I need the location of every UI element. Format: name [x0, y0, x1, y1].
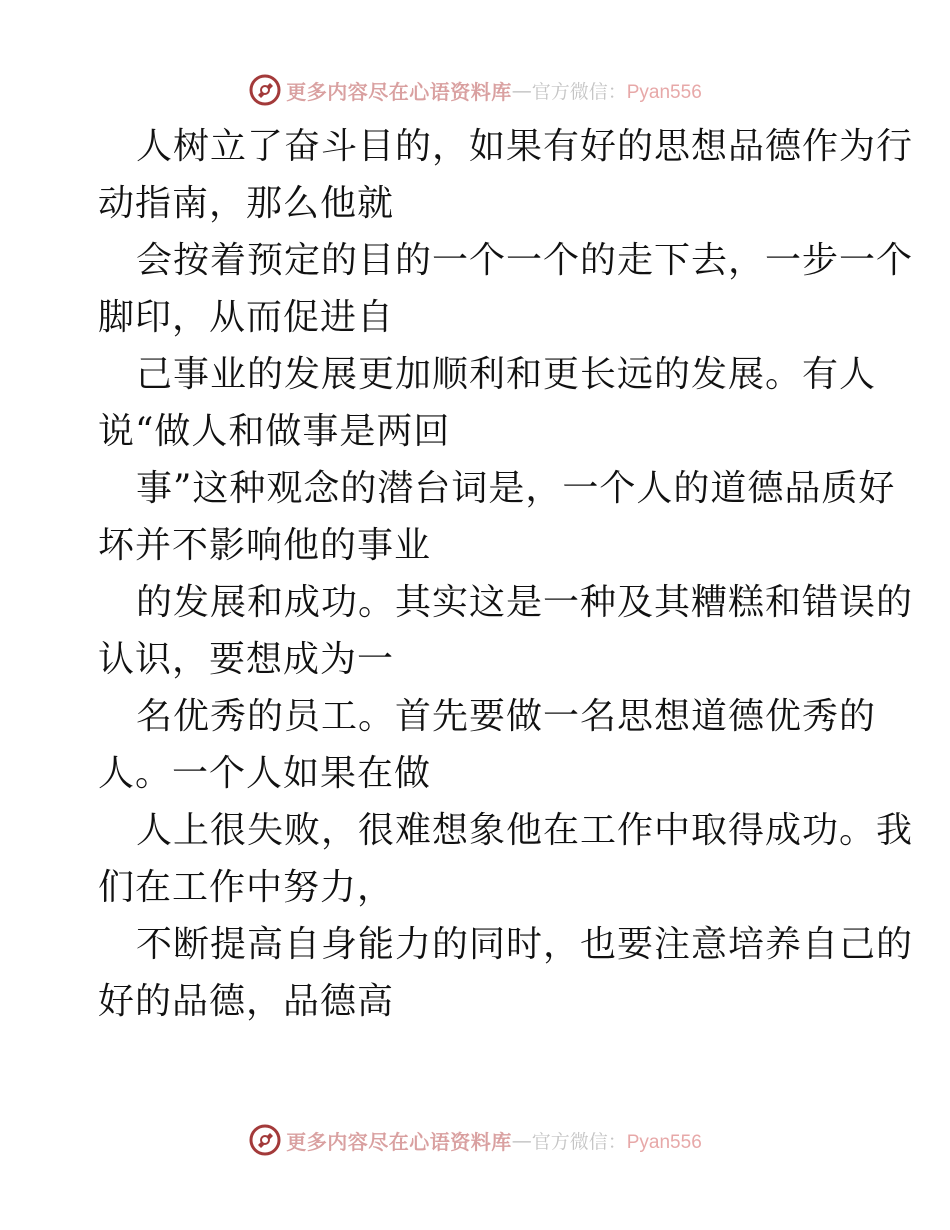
- text-line: 坏并不影响他的事业: [98, 525, 432, 566]
- text-line: 名优秀的员工。首先要做一名思想道德优秀的: [136, 696, 877, 737]
- text-line: 会按着预定的目的一个一个的走下去，一步一个: [136, 240, 914, 281]
- wechat-id: Pyan556: [626, 1131, 702, 1153]
- banner-title: 更多内容尽在心语资料库: [286, 1129, 512, 1154]
- footer-banner: [0, 1120, 950, 1160]
- logo-icon: [248, 73, 282, 107]
- wechat-id: Pyan556: [626, 81, 702, 103]
- banner-wechat: [532, 1127, 702, 1154]
- logo-icon: [248, 1123, 282, 1157]
- document-body: [98, 118, 914, 1030]
- text-line: 好的品德，品德高: [98, 981, 395, 1022]
- banner-separator: —: [511, 78, 532, 102]
- text-line: 人。一个人如果在做: [98, 753, 432, 794]
- text-line: 说“做人和做事是两回: [98, 411, 451, 452]
- text-line: 动指南，那么他就: [98, 183, 395, 224]
- text-line: 脚印，从而促进自: [98, 297, 395, 338]
- text-line: 人树立了奋斗目的，如果有好的思想品德作为行: [136, 126, 914, 167]
- text-line: 不断提高自身能力的同时，也要注意培养自己的: [136, 924, 914, 965]
- text-line: 事”这种观念的潜台词是，一个人的道德品质好: [136, 468, 896, 509]
- text-line: 们在工作中努力，: [98, 867, 395, 908]
- text-line: 己事业的发展更加顺利和更长远的发展。有人: [136, 354, 877, 395]
- wechat-label: 官方微信：: [531, 1130, 627, 1153]
- wechat-label: 官方微信：: [531, 80, 627, 103]
- banner-wechat: [532, 77, 702, 104]
- text-line: 认识，要想成为一: [98, 639, 395, 680]
- text-line: 人上很失败，很难想象他在工作中取得成功。我: [136, 810, 914, 851]
- banner-title: 更多内容尽在心语资料库: [286, 79, 512, 104]
- header-banner: [0, 70, 950, 110]
- text-line: 的发展和成功。其实这是一种及其糟糕和错误的: [136, 582, 914, 623]
- banner-separator: —: [511, 1128, 532, 1152]
